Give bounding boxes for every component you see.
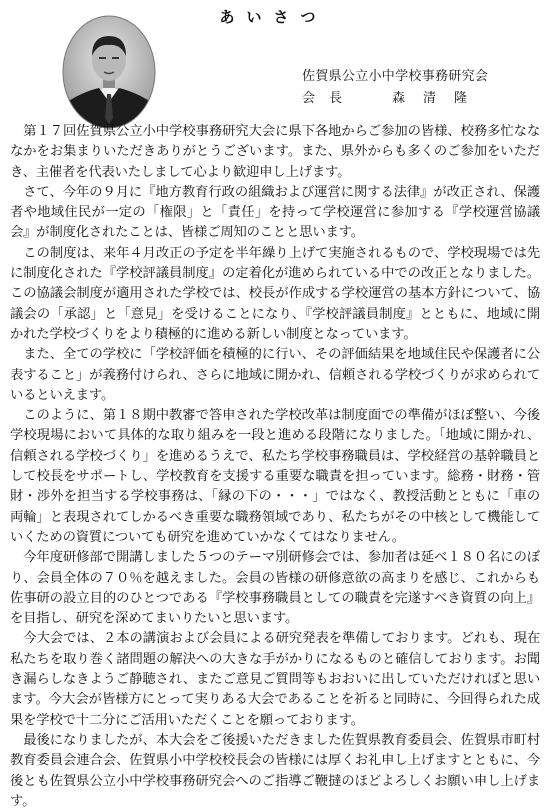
author-line [302, 88, 488, 110]
organization-name: 佐賀県公立小中学校事務研究会 [302, 69, 489, 84]
author-block [302, 66, 488, 110]
author-name: 森清隆 [392, 91, 486, 106]
paragraph: 第１７回佐賀県公立小中学校事務研究大会に県下各地からご参加の皆様、校務多忙なななかをお集まりいただきありがとうございます。また、県外からも多くのご参加をいただき、主催者を代表いたしまして心より歓迎申し上げます。 [10, 124, 540, 180]
author-portrait [61, 14, 157, 130]
paragraph: また、全ての学校に「学校評価を積極的に行い、その評価結果を地域住民や保護者に公表すること」が義務付けられ、さらに地域に開かれ、信頼される学校づくりが求められているといえます。 [10, 347, 540, 403]
paragraph: さて、今年の９月に『地方教育行政の組織および運営に関する法律』が改正され、保護者や地域住民が一定の「権限」と「責任」を持って学校運営に参加する『学校運営協議会』が制度化されたことは、皆様ご周知のことと思います。 [10, 184, 540, 241]
author-role: 会長 [302, 91, 357, 106]
page-title: あいさつ [219, 8, 328, 26]
paragraph: 今大会では、２本の講演および会員による研究発表を準備しております。どれも、現在私たちを取り巻く諸問題の解決への大きな手がかりになるものと確信しております。お聞き漏らしなきようご静聴され、またご意見ご質問等もおおいに出していただければと思います。今大会が皆様方にとって実りある大会であることを祈ると同時に、今回得られた成果を学校で十二分にご活用いただくことを願っております。 [10, 631, 540, 728]
paragraph: このように、第１８期中教審で答申された学校改革は制度面での準備がほぼ整い、今後学校現場において具体的な取り組みを一段と進める段階になりました。「地域に開かれ、信頼される学校づくり」を進めるうえで、私たち学校事務職員は、学校経営の基幹職員として校長をサポートし、学校教育を支援する重要な職責を担っています。総務・財務・管財・渉外を担当する学校事務は、「縁の下の・・・」ではなく、教授活動とともに「車の両輪」と表現されてしかるべき重要な職務領域であり、私たちがその中核として機能していくための資質についても研究を進めていかなくてはなりません。 [10, 408, 540, 545]
paragraph: 今年度研修部で開講しました５つのテーマ別研修会では、参加者は延べ１８０名にのぼり、会員全体の７０％を越えました。会員の皆様の研修意欲の高まりを感じ、これからも佐事研の設立目的のひとつである『学校事務職員としての職責を完遂すべき資質の向上』を目指し、研究を深めてまいりたいと思います。 [10, 550, 540, 627]
paragraph: 最後になりましたが、本大会をご後援いただきました佐賀県教育委員会、佐賀県市町村教育委員会連合会、佐賀県小中学校校長会の皆様には厚くお礼申し上げますとともに、今後とも佐賀県公立小中学校事務研究会へのご指導ご鞭撻のほどよろしくお願い申し上げます。 [10, 732, 540, 809]
greeting-body [10, 122, 540, 812]
paragraph: この制度は、来年４月改正の予定を半年繰り上げて実施されるもので、学校現場では先に制度化された『学校評議員制度』の定着化が進められている中での改正となりました。この協議会制度が適用された学校では、校長が作成する学校運営の基本方針について、協議会の「承認」と「意見」を受けることになり、『学校評議員制度』とともに、地域に開かれた学校づくりをより積極的に進める新しい制度となっています。 [10, 245, 540, 342]
